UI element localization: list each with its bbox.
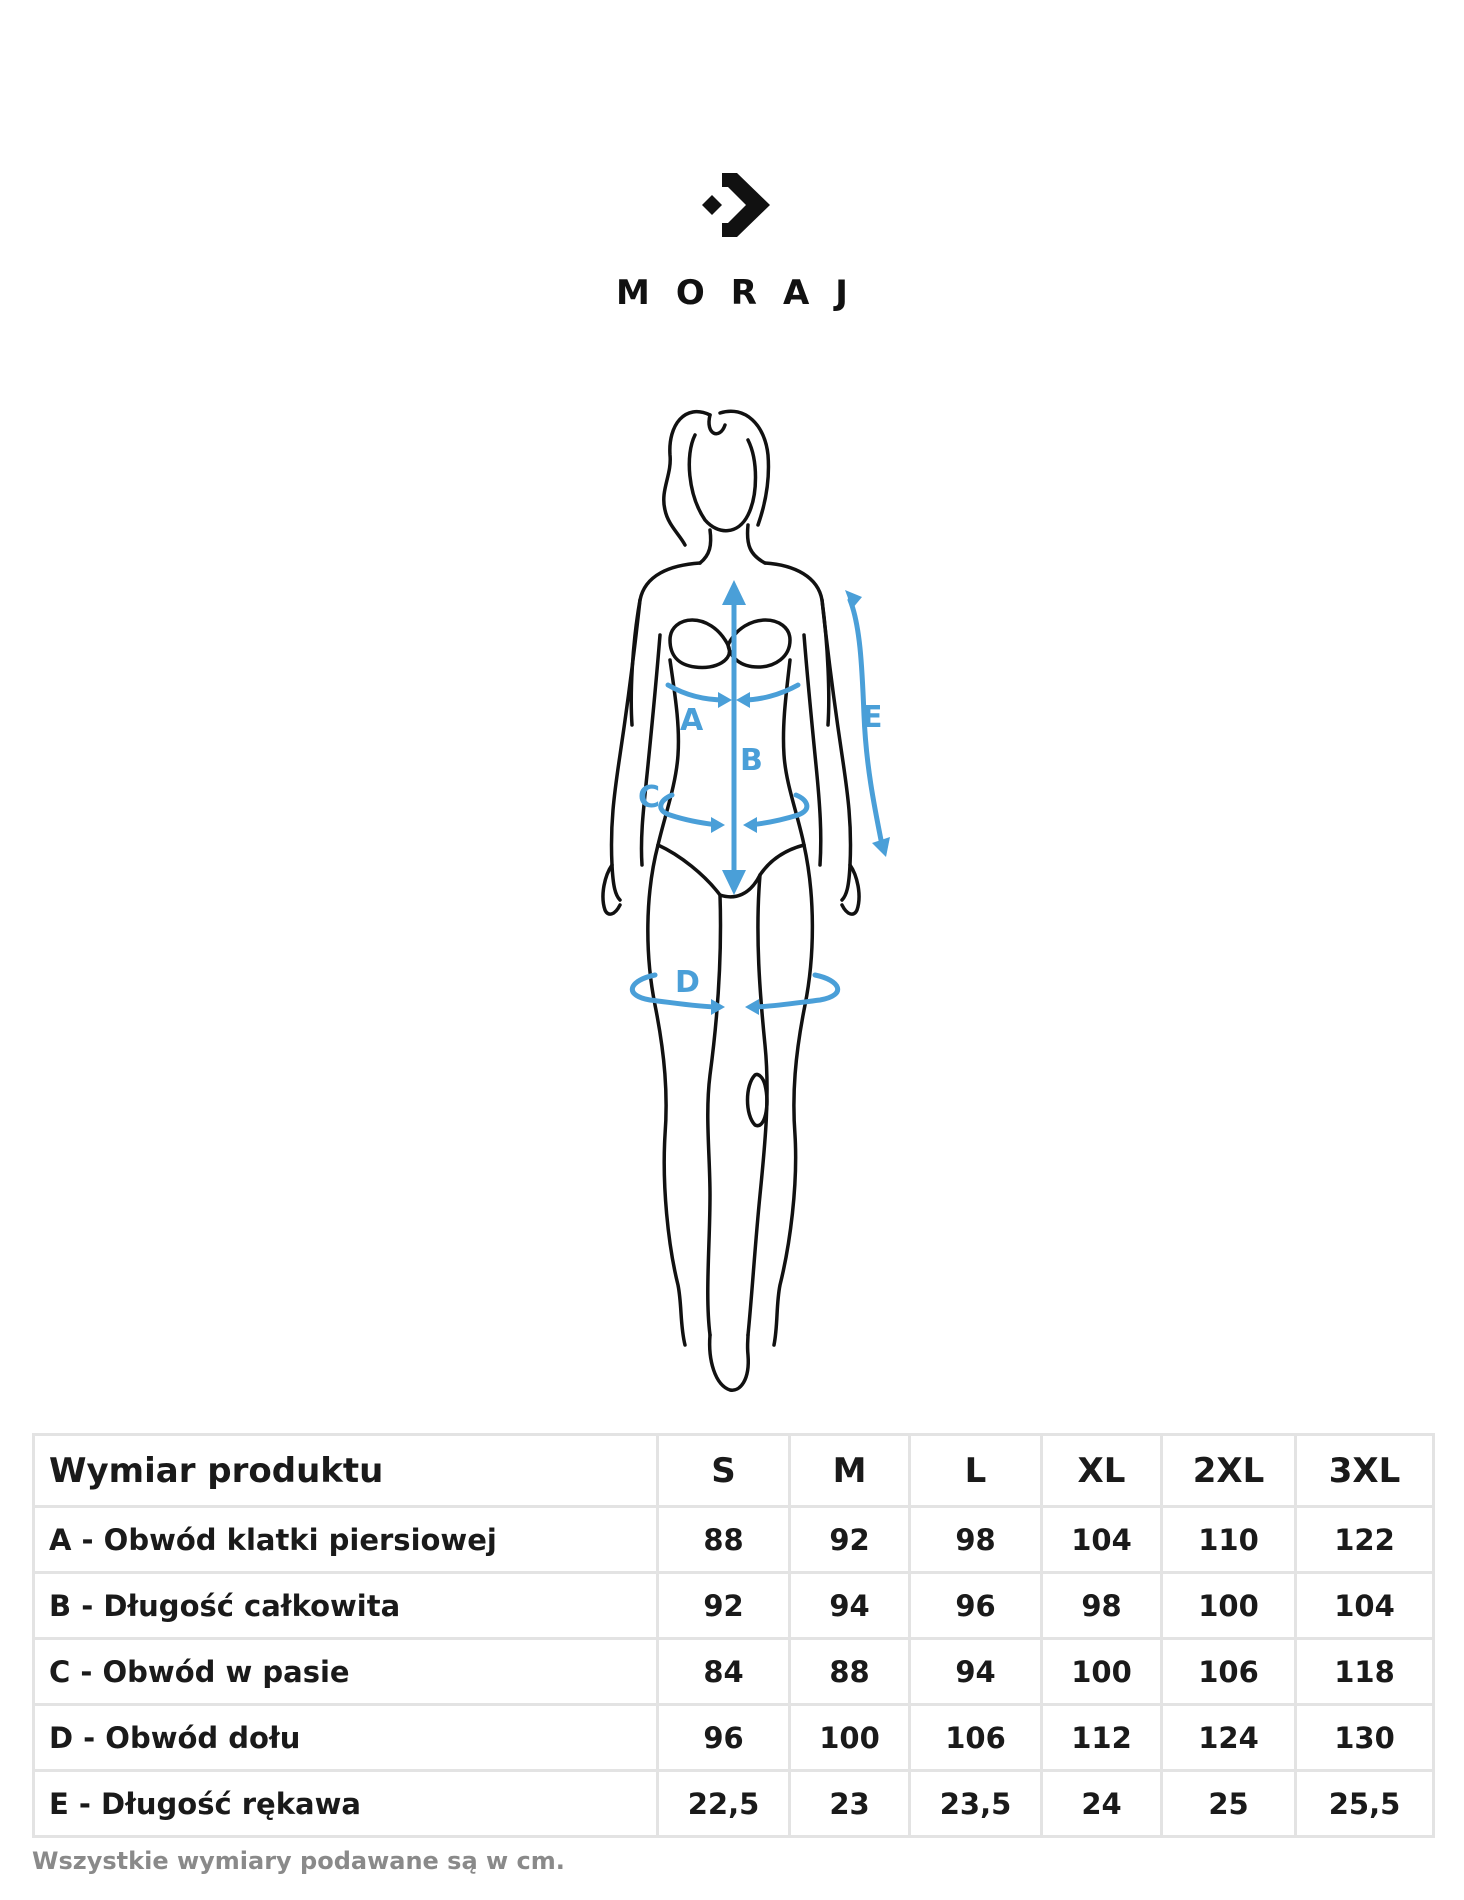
marker-c-label: C xyxy=(638,780,661,815)
table-row xyxy=(34,1705,1434,1771)
table-cell: 104 xyxy=(1296,1573,1434,1639)
header-size: 3XL xyxy=(1296,1435,1434,1507)
table-cell: 92 xyxy=(658,1573,790,1639)
table-row xyxy=(34,1573,1434,1639)
diamond-chevron-logo-icon xyxy=(692,165,772,245)
row-label: E - Długość rękawa xyxy=(34,1771,658,1837)
table-row xyxy=(34,1639,1434,1705)
table-cell: 98 xyxy=(1042,1573,1162,1639)
table-cell: 25 xyxy=(1162,1771,1296,1837)
table-cell: 92 xyxy=(790,1507,910,1573)
table-cell: 94 xyxy=(910,1639,1042,1705)
table-cell: 84 xyxy=(658,1639,790,1705)
table-cell: 96 xyxy=(910,1573,1042,1639)
table-cell: 98 xyxy=(910,1507,1042,1573)
header-size: XL xyxy=(1042,1435,1162,1507)
marker-b-label: B xyxy=(740,743,763,778)
row-label: A - Obwód klatki piersiowej xyxy=(34,1507,658,1573)
brand-name: MORAJ xyxy=(616,273,874,313)
table-cell: 22,5 xyxy=(658,1771,790,1837)
row-label: D - Obwód dołu xyxy=(34,1705,658,1771)
table-cell: 23,5 xyxy=(910,1771,1042,1837)
table-row xyxy=(34,1771,1434,1837)
table-cell: 25,5 xyxy=(1296,1771,1434,1837)
size-chart-table xyxy=(32,1433,1435,1838)
table-cell: 110 xyxy=(1162,1507,1296,1573)
table-cell: 100 xyxy=(1162,1573,1296,1639)
units-note: Wszystkie wymiary podawane są w cm. xyxy=(32,1847,565,1875)
table-cell: 24 xyxy=(1042,1771,1162,1837)
row-label: C - Obwód w pasie xyxy=(34,1639,658,1705)
table-cell: 100 xyxy=(1042,1639,1162,1705)
table-cell: 88 xyxy=(790,1639,910,1705)
table-cell: 106 xyxy=(1162,1639,1296,1705)
header-size: M xyxy=(790,1435,910,1507)
table-cell: 130 xyxy=(1296,1705,1434,1771)
table-cell: 94 xyxy=(790,1573,910,1639)
table-cell: 106 xyxy=(910,1705,1042,1771)
table-cell: 23 xyxy=(790,1771,910,1837)
table-cell: 112 xyxy=(1042,1705,1162,1771)
marker-a-label: A xyxy=(680,703,704,738)
table-cell: 100 xyxy=(790,1705,910,1771)
row-label: B - Długość całkowita xyxy=(34,1573,658,1639)
header-label: Wymiar produktu xyxy=(34,1435,658,1507)
table-cell: 104 xyxy=(1042,1507,1162,1573)
table-cell: 88 xyxy=(658,1507,790,1573)
marker-e-label: E xyxy=(862,700,883,735)
table-row xyxy=(34,1507,1434,1573)
header-size: L xyxy=(910,1435,1042,1507)
header-size: S xyxy=(658,1435,790,1507)
table-cell: 122 xyxy=(1296,1507,1434,1573)
header-size: 2XL xyxy=(1162,1435,1296,1507)
table-cell: 118 xyxy=(1296,1639,1434,1705)
table-header-row xyxy=(34,1435,1434,1507)
marker-d-label: D xyxy=(675,965,700,1000)
female-body-measurement-illustration xyxy=(560,395,910,1415)
brand-logo xyxy=(0,165,1464,245)
table-cell: 124 xyxy=(1162,1705,1296,1771)
table-cell: 96 xyxy=(658,1705,790,1771)
